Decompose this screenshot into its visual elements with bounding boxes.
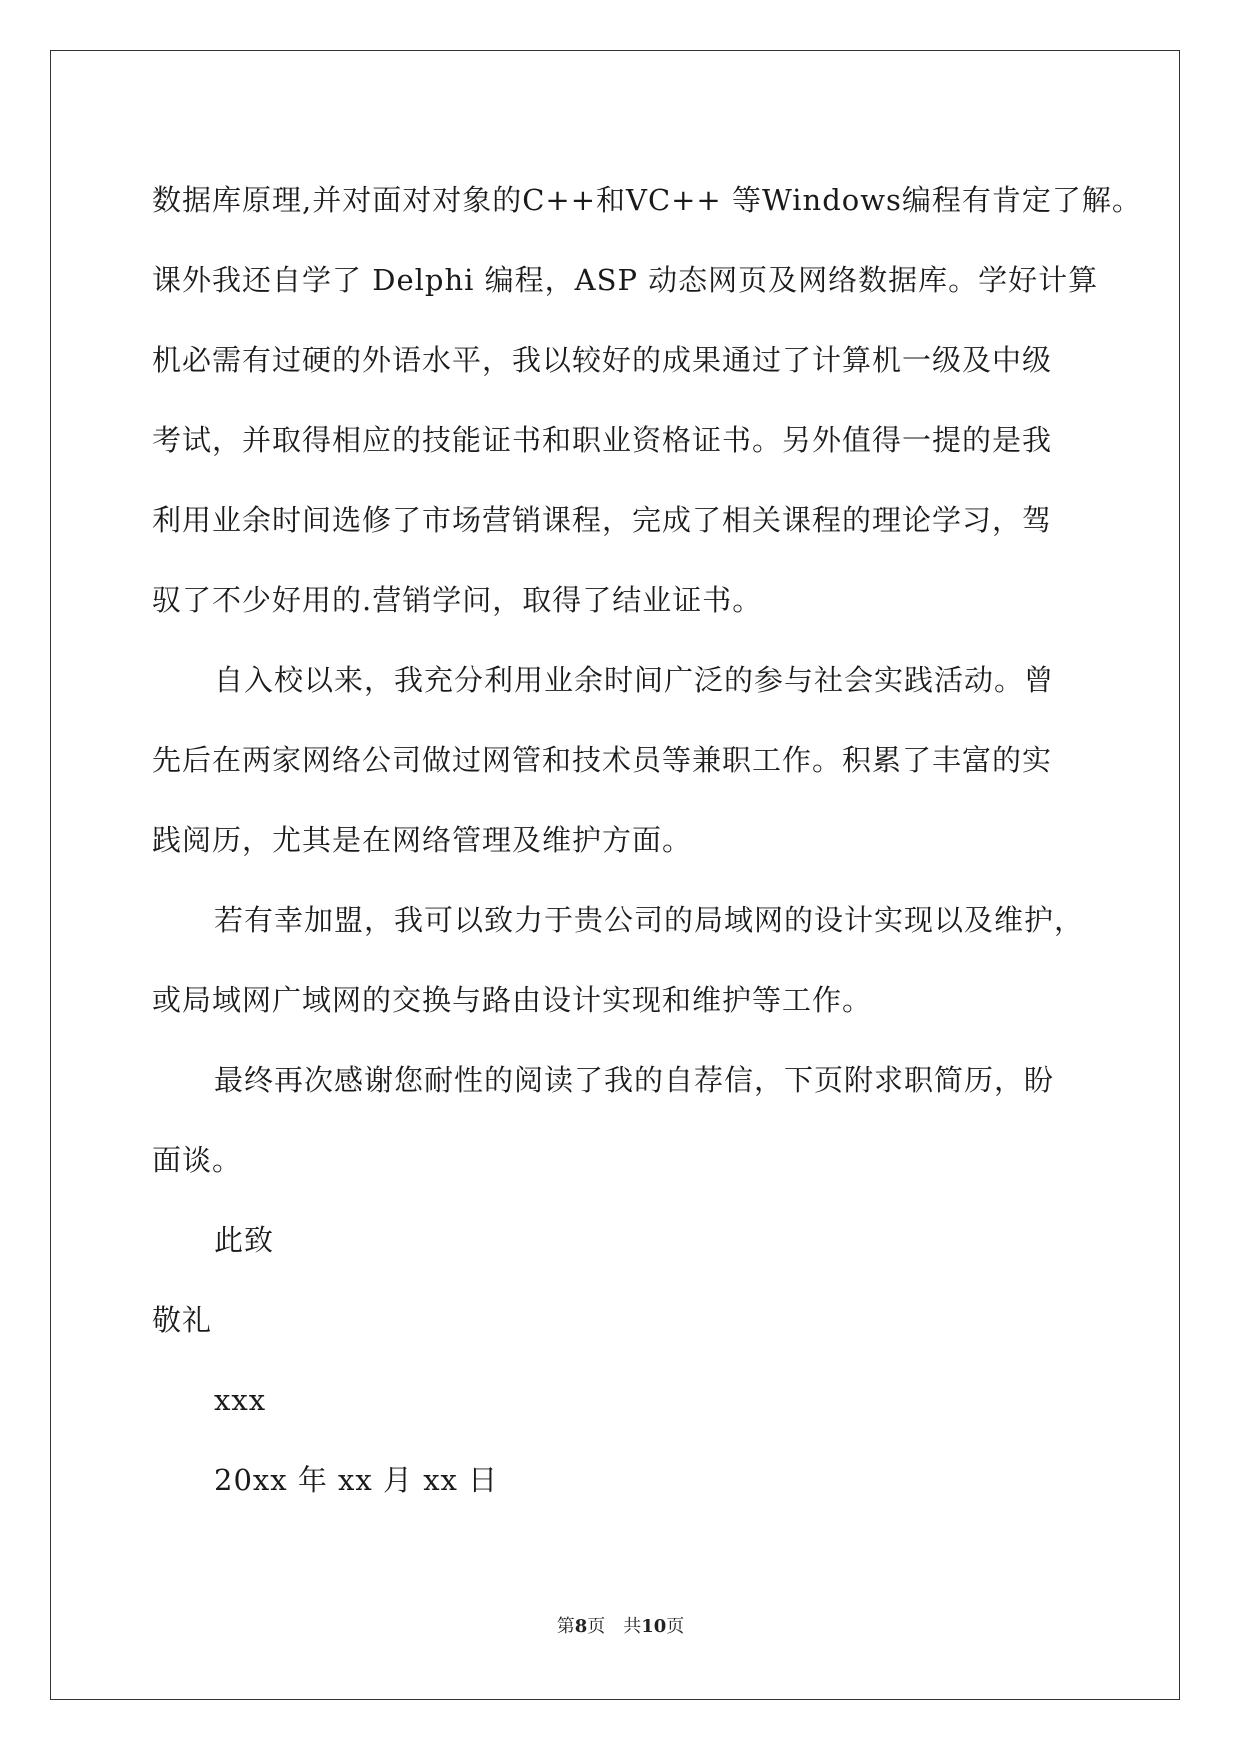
text-line: 践阅历，尤其是在网络管理及维护方面。 — [152, 823, 693, 857]
text-line: 课外我还自学了 Delphi 编程，ASP 动态网页及网络数据库。学好计算 — [152, 263, 1099, 297]
paragraph-practice — [152, 640, 1092, 880]
page-number: 8 — [574, 1616, 588, 1637]
text-line: 利用业余时间选修了市场营销课程，完成了相关课程的理论学习，驾 — [152, 503, 1053, 537]
page-suffix: 页 — [587, 1616, 606, 1637]
date: 20xx 年 xx 月 xx 日 — [214, 1463, 499, 1497]
text-line: 数据库原理,并对面对对象的C++和VC++ 等Windows编程有肯定了解。 — [152, 183, 1142, 217]
signature: xxx — [214, 1383, 267, 1417]
text-line: 若有幸加盟，我可以致力于贵公司的局域网的设计实现以及维护， — [214, 903, 1085, 937]
total-suffix: 页 — [666, 1616, 685, 1637]
page-prefix: 第 — [556, 1616, 575, 1637]
paragraph-goal — [152, 880, 1092, 1040]
text-line: 自入校以来，我充分利用业余时间广泛的参与社会实践活动。曾 — [214, 663, 1055, 697]
closing: 此致 — [214, 1223, 275, 1257]
paragraph-education — [152, 160, 1142, 640]
page-total: 10 — [641, 1616, 667, 1637]
letter-body — [152, 160, 1142, 1520]
text-line: 驭了不少好用的.营销学问，取得了结业证书。 — [152, 583, 763, 617]
text-line: 面谈。 — [152, 1143, 243, 1177]
paragraph-thanks — [152, 1040, 1092, 1200]
text-line: 机必需有过硬的外语水平，我以较好的成果通过了计算机一级及中级 — [152, 343, 1053, 377]
text-line: 或局域网广域网的交换与路由设计实现和维护等工作。 — [152, 983, 873, 1017]
page-footer — [0, 1612, 1241, 1638]
text-line: 最终再次感谢您耐性的阅读了我的自荐信，下页附求职简历，盼 — [214, 1063, 1055, 1097]
text-line: 考试，并取得相应的技能证书和职业资格证书。另外值得一提的是我 — [152, 423, 1053, 457]
total-prefix: 共 — [623, 1616, 642, 1637]
text-line: 先后在两家网络公司做过网管和技术员等兼职工作。积累了丰富的实 — [152, 743, 1053, 777]
salutation: 敬礼 — [152, 1303, 213, 1337]
